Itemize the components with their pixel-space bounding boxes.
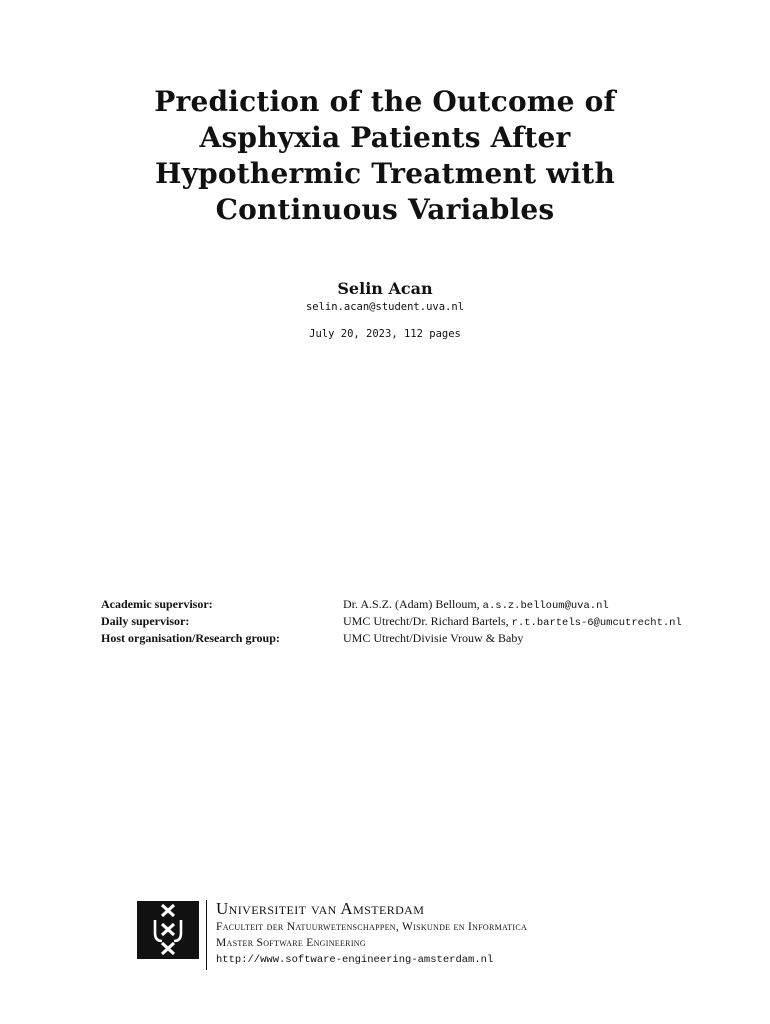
supervisor-email: a.s.z.belloum@uva.nl bbox=[482, 600, 609, 612]
supervisor-name: UMC Utrecht/Divisie Vrouw & Baby bbox=[343, 631, 524, 645]
date-pages: July 20, 2023, 112 pages bbox=[309, 328, 461, 340]
university-name: Universiteit van Amsterdam bbox=[216, 899, 425, 918]
program-name: Master Software Engineering bbox=[216, 937, 366, 949]
thesis-title bbox=[0, 84, 770, 228]
supervisor-table bbox=[101, 597, 682, 648]
supervisor-value bbox=[343, 631, 523, 646]
supervisor-name: Dr. A.S.Z. (Adam) Belloum, bbox=[343, 597, 480, 611]
university-block bbox=[216, 898, 527, 969]
title-line: Continuous Variables bbox=[215, 193, 555, 226]
uva-xxx-logo-icon bbox=[137, 901, 199, 959]
supervisor-row-host bbox=[101, 631, 682, 648]
title-line: Prediction of the Outcome of bbox=[154, 85, 616, 118]
supervisor-label: Academic supervisor: bbox=[101, 597, 213, 611]
supervisor-row-academic bbox=[101, 597, 682, 614]
footer-divider bbox=[206, 900, 207, 970]
author-name: Selin Acan bbox=[337, 279, 433, 298]
title-line: Hypothermic Treatment with bbox=[154, 157, 616, 190]
supervisor-label: Daily supervisor: bbox=[101, 614, 190, 628]
supervisor-value bbox=[343, 614, 682, 629]
supervisor-label: Host organisation/Research group: bbox=[101, 631, 280, 645]
author-email: selin.acan@student.uva.nl bbox=[305, 301, 465, 313]
faculty-name: Faculteit der Natuurwetenschappen, Wiskunde en Informatica bbox=[216, 921, 528, 933]
supervisor-row-daily bbox=[101, 614, 682, 631]
supervisor-email: r.t.bartels-6@umcutrecht.nl bbox=[511, 617, 682, 629]
program-url-link[interactable]: http://www.software-engineering-amsterdam.nl bbox=[216, 954, 494, 966]
supervisor-value bbox=[343, 597, 609, 612]
supervisor-name: UMC Utrecht/Dr. Richard Bartels, bbox=[343, 614, 509, 628]
title-line: Asphyxia Patients After bbox=[199, 121, 571, 154]
